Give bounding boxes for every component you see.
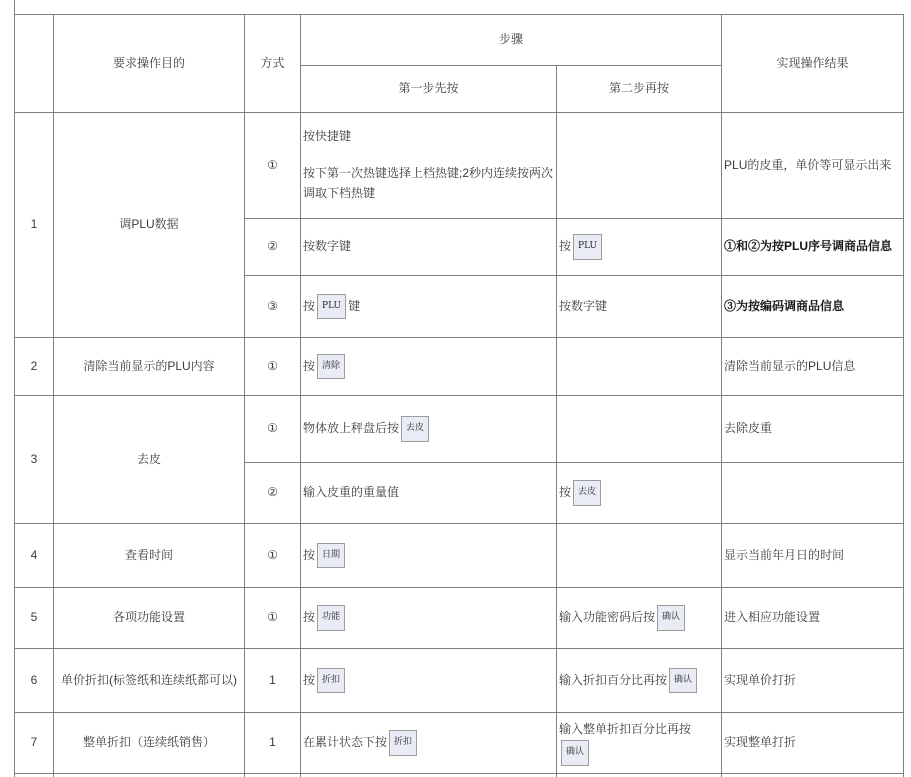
table-row xyxy=(15,113,904,219)
cell-r4-purpose: 查看时间 xyxy=(54,524,245,588)
cell-r5-step2 xyxy=(557,588,722,649)
cell-r3m1-result: 去除皮重 xyxy=(722,396,904,463)
header-step2: 第二步再按 xyxy=(557,66,722,113)
cell-r6-step2 xyxy=(557,649,722,713)
discount-key: 折扣 xyxy=(317,668,345,694)
table-row xyxy=(15,524,904,588)
cell-r6-method: 1 xyxy=(245,649,301,713)
cell-r1m2-step1: 按数字键 xyxy=(301,219,557,276)
cell-r1m1-method: ① xyxy=(245,113,301,219)
function-key: 功能 xyxy=(317,605,345,631)
cell-r4-step2 xyxy=(557,524,722,588)
cell-r3-purpose: 去皮 xyxy=(54,396,245,524)
tare-key: 去皮 xyxy=(401,416,429,442)
confirm-key: 确认 xyxy=(669,668,697,694)
cell-r5-purpose: 各项功能设置 xyxy=(54,588,245,649)
cell-r4-num: 4 xyxy=(15,524,54,588)
cell-r2-purpose: 清除当前显示的PLU内容 xyxy=(54,338,245,396)
cell-r5-step1 xyxy=(301,588,557,649)
cell-r3m2-result xyxy=(722,463,904,524)
cell-r7-purpose: 整单折扣（连续纸销售） xyxy=(54,713,245,774)
header-method: 方式 xyxy=(245,15,301,113)
confirm-key: 确认 xyxy=(561,740,589,766)
cell-r3m1-step2 xyxy=(557,396,722,463)
table-row xyxy=(15,338,904,396)
step-text: 按 xyxy=(303,672,316,687)
step-text: 按 xyxy=(303,547,316,562)
header-result: 实现操作结果 xyxy=(722,15,904,113)
step-text: 按 xyxy=(559,485,572,500)
cell-r6-purpose: 单价折扣(标签纸和连续纸都可以) xyxy=(54,649,245,713)
cell-r2-step1 xyxy=(301,338,557,396)
cell-r1m2-result: ①和②为按PLU序号调商品信息 xyxy=(722,219,904,276)
tare-key: 去皮 xyxy=(573,480,601,506)
cell-r1m3-step2: 按数字键 xyxy=(557,276,722,338)
cell-r1m1-step1 xyxy=(301,113,557,219)
date-key: 日期 xyxy=(317,543,345,569)
step-text: 按下第一次热键选择上档热键;2秒内连续按两次调取下档热键 xyxy=(303,166,554,200)
clear-key: 清除 xyxy=(317,354,345,380)
cell-r3-num: 3 xyxy=(15,396,54,524)
confirm-key: 确认 xyxy=(657,605,685,631)
cell-r1m2-step2 xyxy=(557,219,722,276)
table-row xyxy=(15,713,904,774)
plu-key: PLU xyxy=(317,294,346,320)
cell-r4-step1 xyxy=(301,524,557,588)
cell-r1-num: 1 xyxy=(15,113,54,338)
cell-r1m3-method: ③ xyxy=(245,276,301,338)
table-row xyxy=(15,396,904,463)
table-row-clipped xyxy=(15,774,904,777)
step-text: 输入整单折扣百分比再按 xyxy=(559,722,692,737)
operation-instructions-table xyxy=(14,14,904,777)
step-text: 按 xyxy=(303,358,316,373)
cell-r7-num: 7 xyxy=(15,713,54,774)
cell-r2-num: 2 xyxy=(15,338,54,396)
cell-r5-num: 5 xyxy=(15,588,54,649)
cropped-grid-line xyxy=(14,0,15,15)
step-text: 输入折扣百分比再按 xyxy=(559,672,668,687)
cell-r1m1-step2 xyxy=(557,113,722,219)
cell-r1m3-step1 xyxy=(301,276,557,338)
step-text: 按 xyxy=(303,610,316,625)
table-row xyxy=(15,649,904,713)
cell-r5-result: 进入相应功能设置 xyxy=(722,588,904,649)
cell-r1m1-result: PLU的皮重，单价等可显示出来 xyxy=(722,113,904,219)
header-row-number xyxy=(15,15,54,113)
step-text: 按 xyxy=(559,239,572,254)
step-text: 键 xyxy=(348,298,361,313)
cell-r4-result: 显示当前年月日的时间 xyxy=(722,524,904,588)
cell-r3m1-method: ① xyxy=(245,396,301,463)
cell-r3m2-step2 xyxy=(557,463,722,524)
cell-r5-method: ① xyxy=(245,588,301,649)
plu-key: PLU xyxy=(573,234,602,260)
table-row xyxy=(15,588,904,649)
cell-r7-step2 xyxy=(557,713,722,774)
header-step1: 第一步先按 xyxy=(301,66,557,113)
header-steps: 步骤 xyxy=(301,15,722,66)
step-text: 输入功能密码后按 xyxy=(559,610,656,625)
cell-r7-step1 xyxy=(301,713,557,774)
header-purpose: 要求操作目的 xyxy=(54,15,245,113)
step-text: 按 xyxy=(303,298,316,313)
cell-r3m2-method: ② xyxy=(245,463,301,524)
cell-r3m1-step1 xyxy=(301,396,557,463)
cell-r7-result: 实现整单打折 xyxy=(722,713,904,774)
cell-r2-result: 清除当前显示的PLU信息 xyxy=(722,338,904,396)
cell-r1m3-result: ③为按编码调商品信息 xyxy=(722,276,904,338)
cell-r6-num: 6 xyxy=(15,649,54,713)
step-text: 按快捷键 xyxy=(303,129,352,144)
cell-r1m2-method: ② xyxy=(245,219,301,276)
cell-r6-step1 xyxy=(301,649,557,713)
cell-r2-method: ① xyxy=(245,338,301,396)
cell-r7-method: 1 xyxy=(245,713,301,774)
step-text: 物体放上秤盘后按 xyxy=(303,421,400,436)
cell-r2-step2 xyxy=(557,338,722,396)
cell-r3m2-step1: 输入皮重的重量值 xyxy=(301,463,557,524)
cell-r1-purpose: 调PLU数据 xyxy=(54,113,245,338)
cell-r4-method: ① xyxy=(245,524,301,588)
cell-r6-result: 实现单价打折 xyxy=(722,649,904,713)
discount-key: 折扣 xyxy=(389,730,417,756)
step-text: 在累计状态下按 xyxy=(303,735,388,750)
